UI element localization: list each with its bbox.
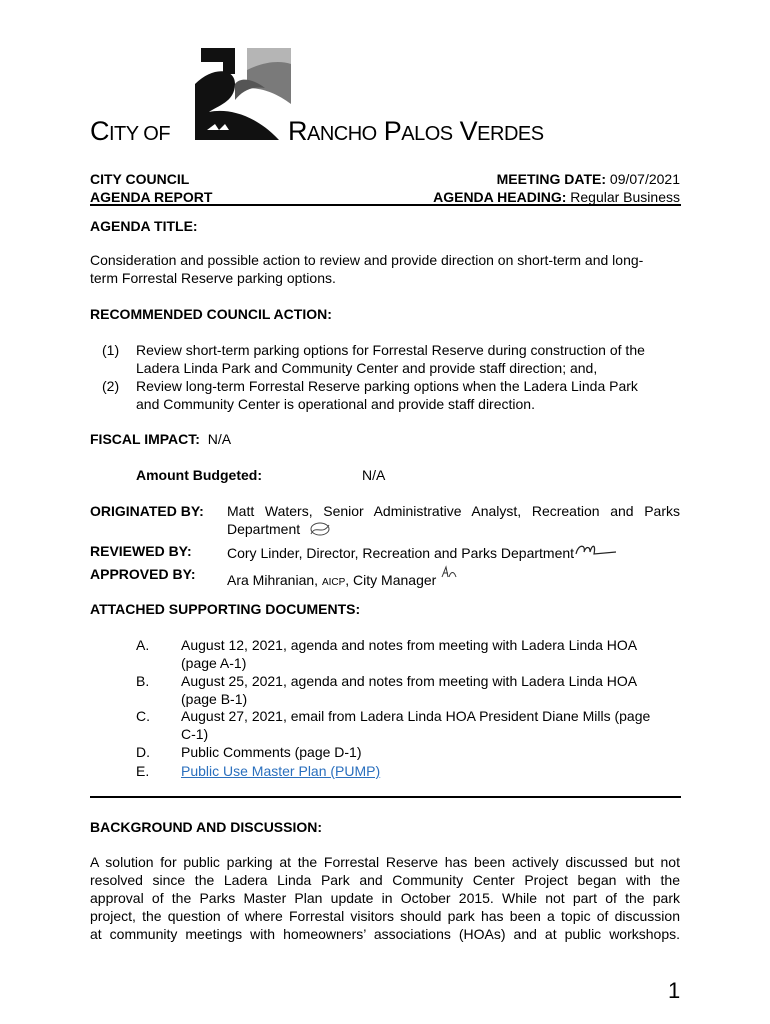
action-item-1-text: Review short-term parking options for Forrestal Reserve during construction of the Ladera Linda Park and Community Center and provide staff direction; and,: [136, 342, 645, 376]
attachments-heading: ATTACHED SUPPORTING DOCUMENTS:: [90, 601, 361, 617]
originated-by-value: Matt Waters, Senior Administrative Analyst, Recreation and Parks Department: [227, 503, 680, 537]
recommended-action-heading: RECOMMENDED COUNCIL ACTION:: [90, 306, 332, 322]
attachment-c: August 27, 2021, email from Ladera Linda HOA President Diane Mills (page C-1): [181, 708, 651, 742]
originated-by-label: ORIGINATED BY:: [90, 503, 204, 519]
director-signature-icon: [574, 542, 618, 560]
approved-by-label: APPROVED BY:: [90, 566, 196, 582]
attachment-d: Public Comments (page D-1): [181, 744, 362, 760]
manager-signature-icon: [440, 565, 458, 583]
logo-city-of-text: CITY OF: [90, 116, 171, 146]
agenda-report-label: AGENDA REPORT: [90, 189, 213, 205]
attachment-c-letter: C.: [136, 708, 150, 724]
logo-city-name-text: RANCHO PALOS VERDES: [288, 116, 544, 146]
approved-by-value: Ara Mihranian, AICP, City Manager: [227, 565, 458, 592]
agenda-title-text: Consideration and possible action to review and provide direction on short-term and long- term Forrestal Reserve parking options.: [90, 252, 644, 286]
fiscal-impact: FISCAL IMPACT: N/A: [90, 431, 232, 447]
section-divider: [90, 796, 681, 798]
city-council-label: CITY COUNCIL: [90, 171, 190, 187]
action-item-1-number: (1): [102, 342, 120, 358]
background-heading: BACKGROUND AND DISCUSSION:: [90, 819, 323, 835]
agenda-heading: AGENDA HEADING: Regular Business: [433, 189, 680, 205]
reviewed-by-label: REVIEWED BY:: [90, 543, 192, 559]
initials-signature-icon: [308, 520, 332, 538]
background-paragraph: A solution for public parking at the Forrestal Reserve has been actively discussed but not resolved since the Ladera Linda Park and Community Center Project began with the approval of the Parks Master Plan update in October 2015. While not part of the park project, the question of where Forrestal visitors should park has been a topic of discussion at community meetings with homeowners’ associations (HOAs) and at public workshops.: [90, 854, 680, 942]
agenda-title-heading: AGENDA TITLE:: [90, 218, 198, 234]
attachment-a: August 12, 2021, agenda and notes from meeting with Ladera Linda HOA (page A-1): [181, 637, 638, 671]
rpv-emblem-icon: [195, 44, 295, 150]
action-item-2-number: (2): [102, 378, 120, 394]
header-divider: [90, 204, 681, 206]
meeting-info-block: [433, 170, 680, 206]
attachment-b-letter: B.: [136, 673, 150, 689]
report-type-block: [90, 170, 212, 206]
pump-link[interactable]: Public Use Master Plan (PUMP): [181, 763, 381, 779]
action-item-2-text: Review long-term Forrestal Reserve parking options when the Ladera Linda Park and Community Center is operational and provide staff direction.: [136, 378, 638, 412]
amount-budgeted-label: Amount Budgeted:: [136, 467, 262, 483]
meeting-date: MEETING DATE: 09/07/2021: [496, 171, 680, 187]
attachment-a-letter: A.: [136, 637, 150, 653]
city-logo: [90, 44, 580, 150]
reviewed-by-value: Cory Linder, Director, Recreation and Parks Department: [227, 542, 618, 562]
attachment-e-letter: E.: [136, 763, 150, 779]
amount-budgeted-value: N/A: [362, 467, 386, 483]
page-number: 1: [668, 978, 681, 1003]
attachment-b: August 25, 2021, agenda and notes from meeting with Ladera Linda HOA (page B-1): [181, 673, 638, 707]
attachment-d-letter: D.: [136, 744, 150, 760]
